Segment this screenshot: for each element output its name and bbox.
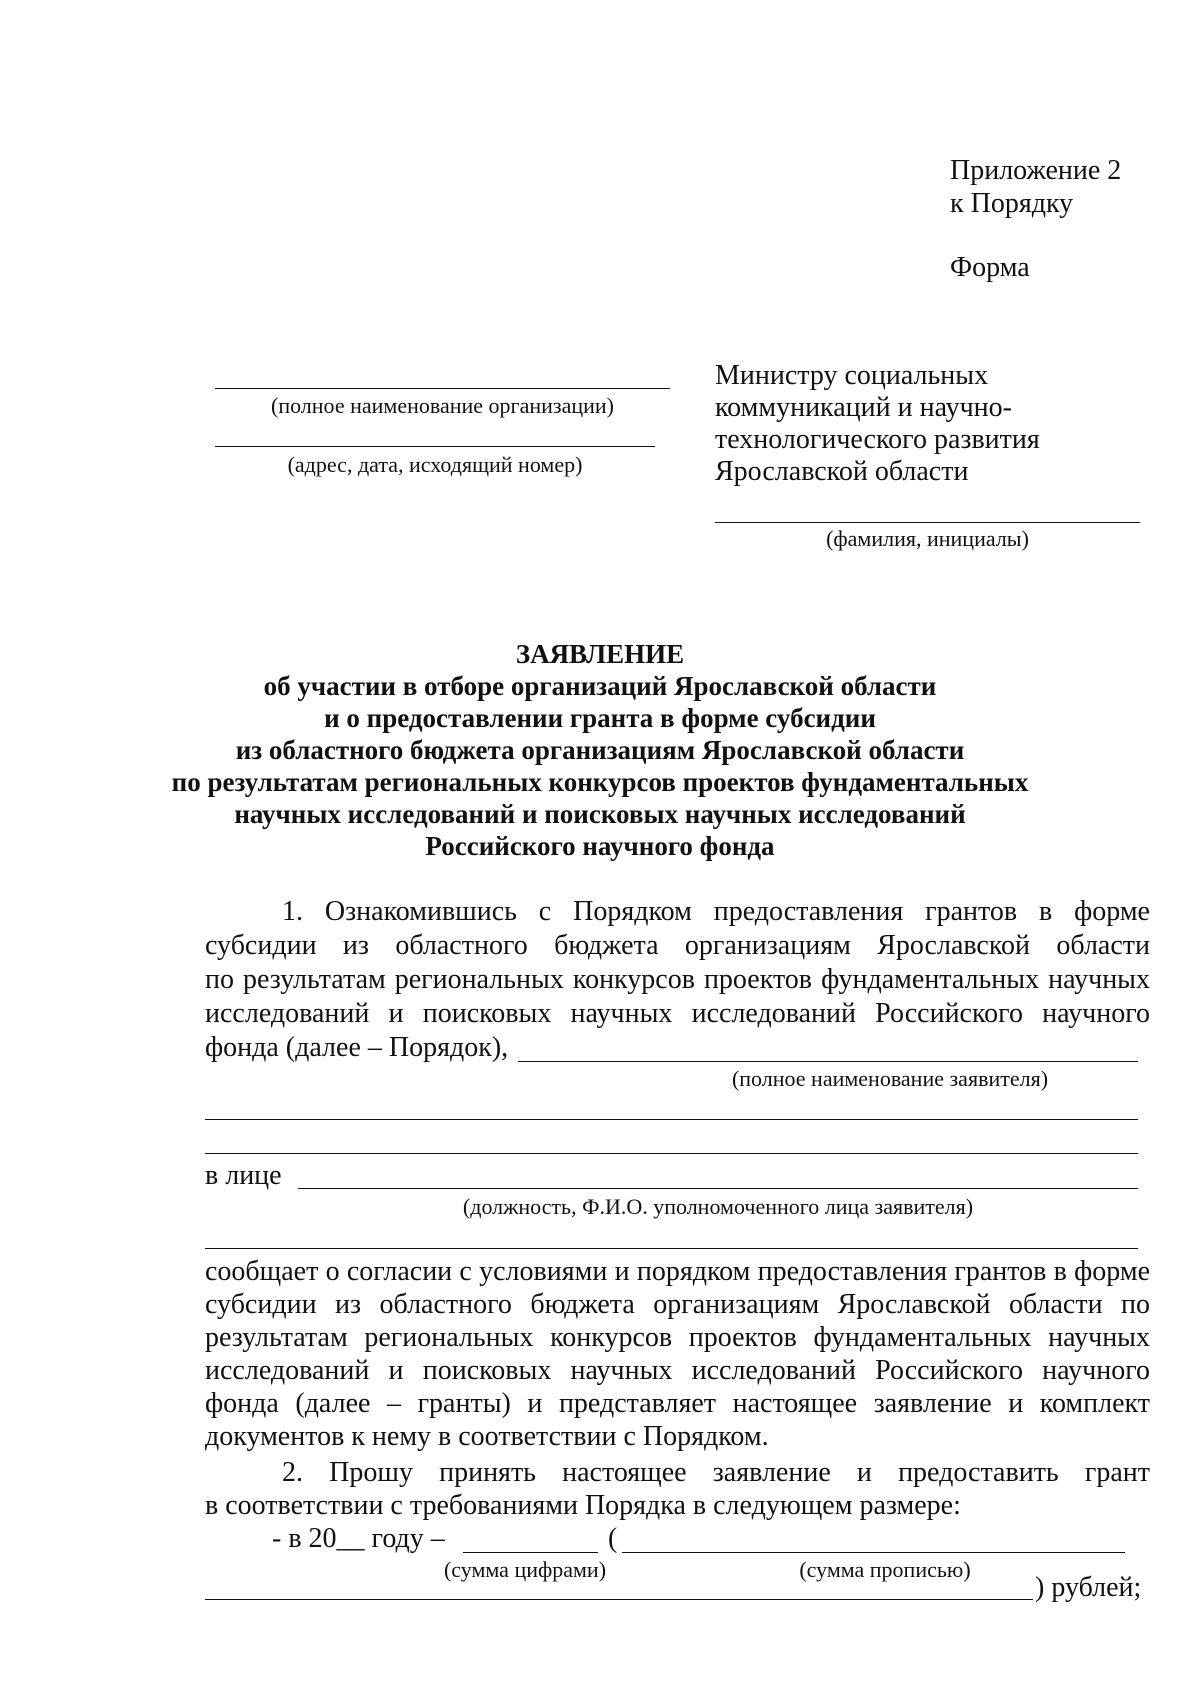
title-line-5: научных исследований и поисковых научных исследований [234, 799, 966, 829]
para2-line-4: исследований и поисковых научных исследований Российского научного [205, 1355, 1150, 1386]
addressee-line-1: Министру социальных [715, 360, 989, 391]
addressee-line-3: технологического развития [715, 424, 1040, 455]
addressee-name-caption: (фамилия, инициалы) [826, 526, 1029, 551]
authorized-person-line-2[interactable] [205, 1248, 1138, 1249]
para2-line-2: субсидии из областного бюджета организациям Ярославской области по [205, 1289, 1150, 1320]
sum-digits-line[interactable] [463, 1552, 598, 1553]
applicant-name-line-3[interactable] [205, 1153, 1138, 1154]
para2-line-3: результатам региональных конкурсов проектов фундаментальных научных [205, 1322, 1150, 1353]
para2-line-6: документов к нему в соответствии с Порядком. [205, 1421, 769, 1452]
para1-line-5: фонда (далее – Порядок), [205, 1032, 509, 1063]
sum-words-caption: (сумма прописью) [799, 1557, 971, 1582]
para1-line-2: субсидии из областного бюджета организациям Ярославской области [205, 930, 1150, 961]
sum-words-line[interactable] [622, 1552, 1125, 1553]
sum-words-line-2[interactable] [205, 1599, 1033, 1600]
para2-line-5: фонда (далее – гранты) и представляет настоящее заявление и комплект [205, 1388, 1150, 1419]
para3-line-1: 2. Прошу принять настоящее заявление и предоставить грант [282, 1457, 1150, 1488]
applicant-name-caption: (полное наименование заявителя) [731, 1066, 1049, 1091]
rubles-label: ) рублей; [1035, 1572, 1142, 1603]
form-label: Форма [950, 252, 1030, 283]
authorized-person-caption: (должность, Ф.И.О. уполномоченного лица заявителя) [462, 1194, 974, 1219]
open-paren: ( [608, 1523, 618, 1554]
address-line[interactable] [215, 446, 655, 447]
appendix-reference: к Порядку [950, 188, 1074, 219]
title-line-1: об участии в отборе организаций Ярославской области [263, 671, 937, 701]
title-line-2: и о предоставлении гранта в форме субсидии [324, 703, 876, 733]
para2-line-1: сообщает о согласии с условиями и порядком предоставления грантов в форме [205, 1256, 1150, 1287]
addressee-line-2: коммуникаций и научно- [715, 392, 1012, 423]
address-caption: (адрес, дата, исходящий номер) [287, 452, 583, 477]
sum-digits-caption: (сумма цифрами) [443, 1557, 607, 1582]
title-line-6: Российского научного фонда [425, 831, 775, 861]
para1-line-1: 1. Ознакомившись с Порядком предоставления грантов в форме [282, 896, 1150, 927]
year-label: - в 20__ году – [272, 1523, 445, 1554]
document-title: ЗАЯВЛЕНИЕ [515, 639, 685, 669]
title-line-4: по результатам региональных конкурсов проектов фундаментальных [171, 767, 1029, 797]
in-person-label: в лице [205, 1160, 282, 1191]
appendix-number: Приложение 2 [950, 155, 1122, 186]
addressee-line-4: Ярославской области [715, 456, 969, 487]
addressee-name-line[interactable] [715, 522, 1140, 523]
para1-line-4: исследований и поисковых научных исследований Российского научного [205, 998, 1150, 1029]
org-name-line[interactable] [215, 388, 670, 389]
para1-line-3: по результатам региональных конкурсов проектов фундаментальных научных [205, 964, 1150, 995]
authorized-person-line[interactable] [298, 1188, 1138, 1189]
org-name-caption: (полное наименование организации) [271, 393, 614, 418]
para3-line-2: в соответствии с требованиями Порядка в следующем размере: [205, 1490, 961, 1521]
applicant-name-line-2[interactable] [205, 1119, 1138, 1120]
title-line-3: из областного бюджета организациям Ярославской области [235, 735, 965, 765]
applicant-name-line[interactable] [518, 1061, 1138, 1062]
